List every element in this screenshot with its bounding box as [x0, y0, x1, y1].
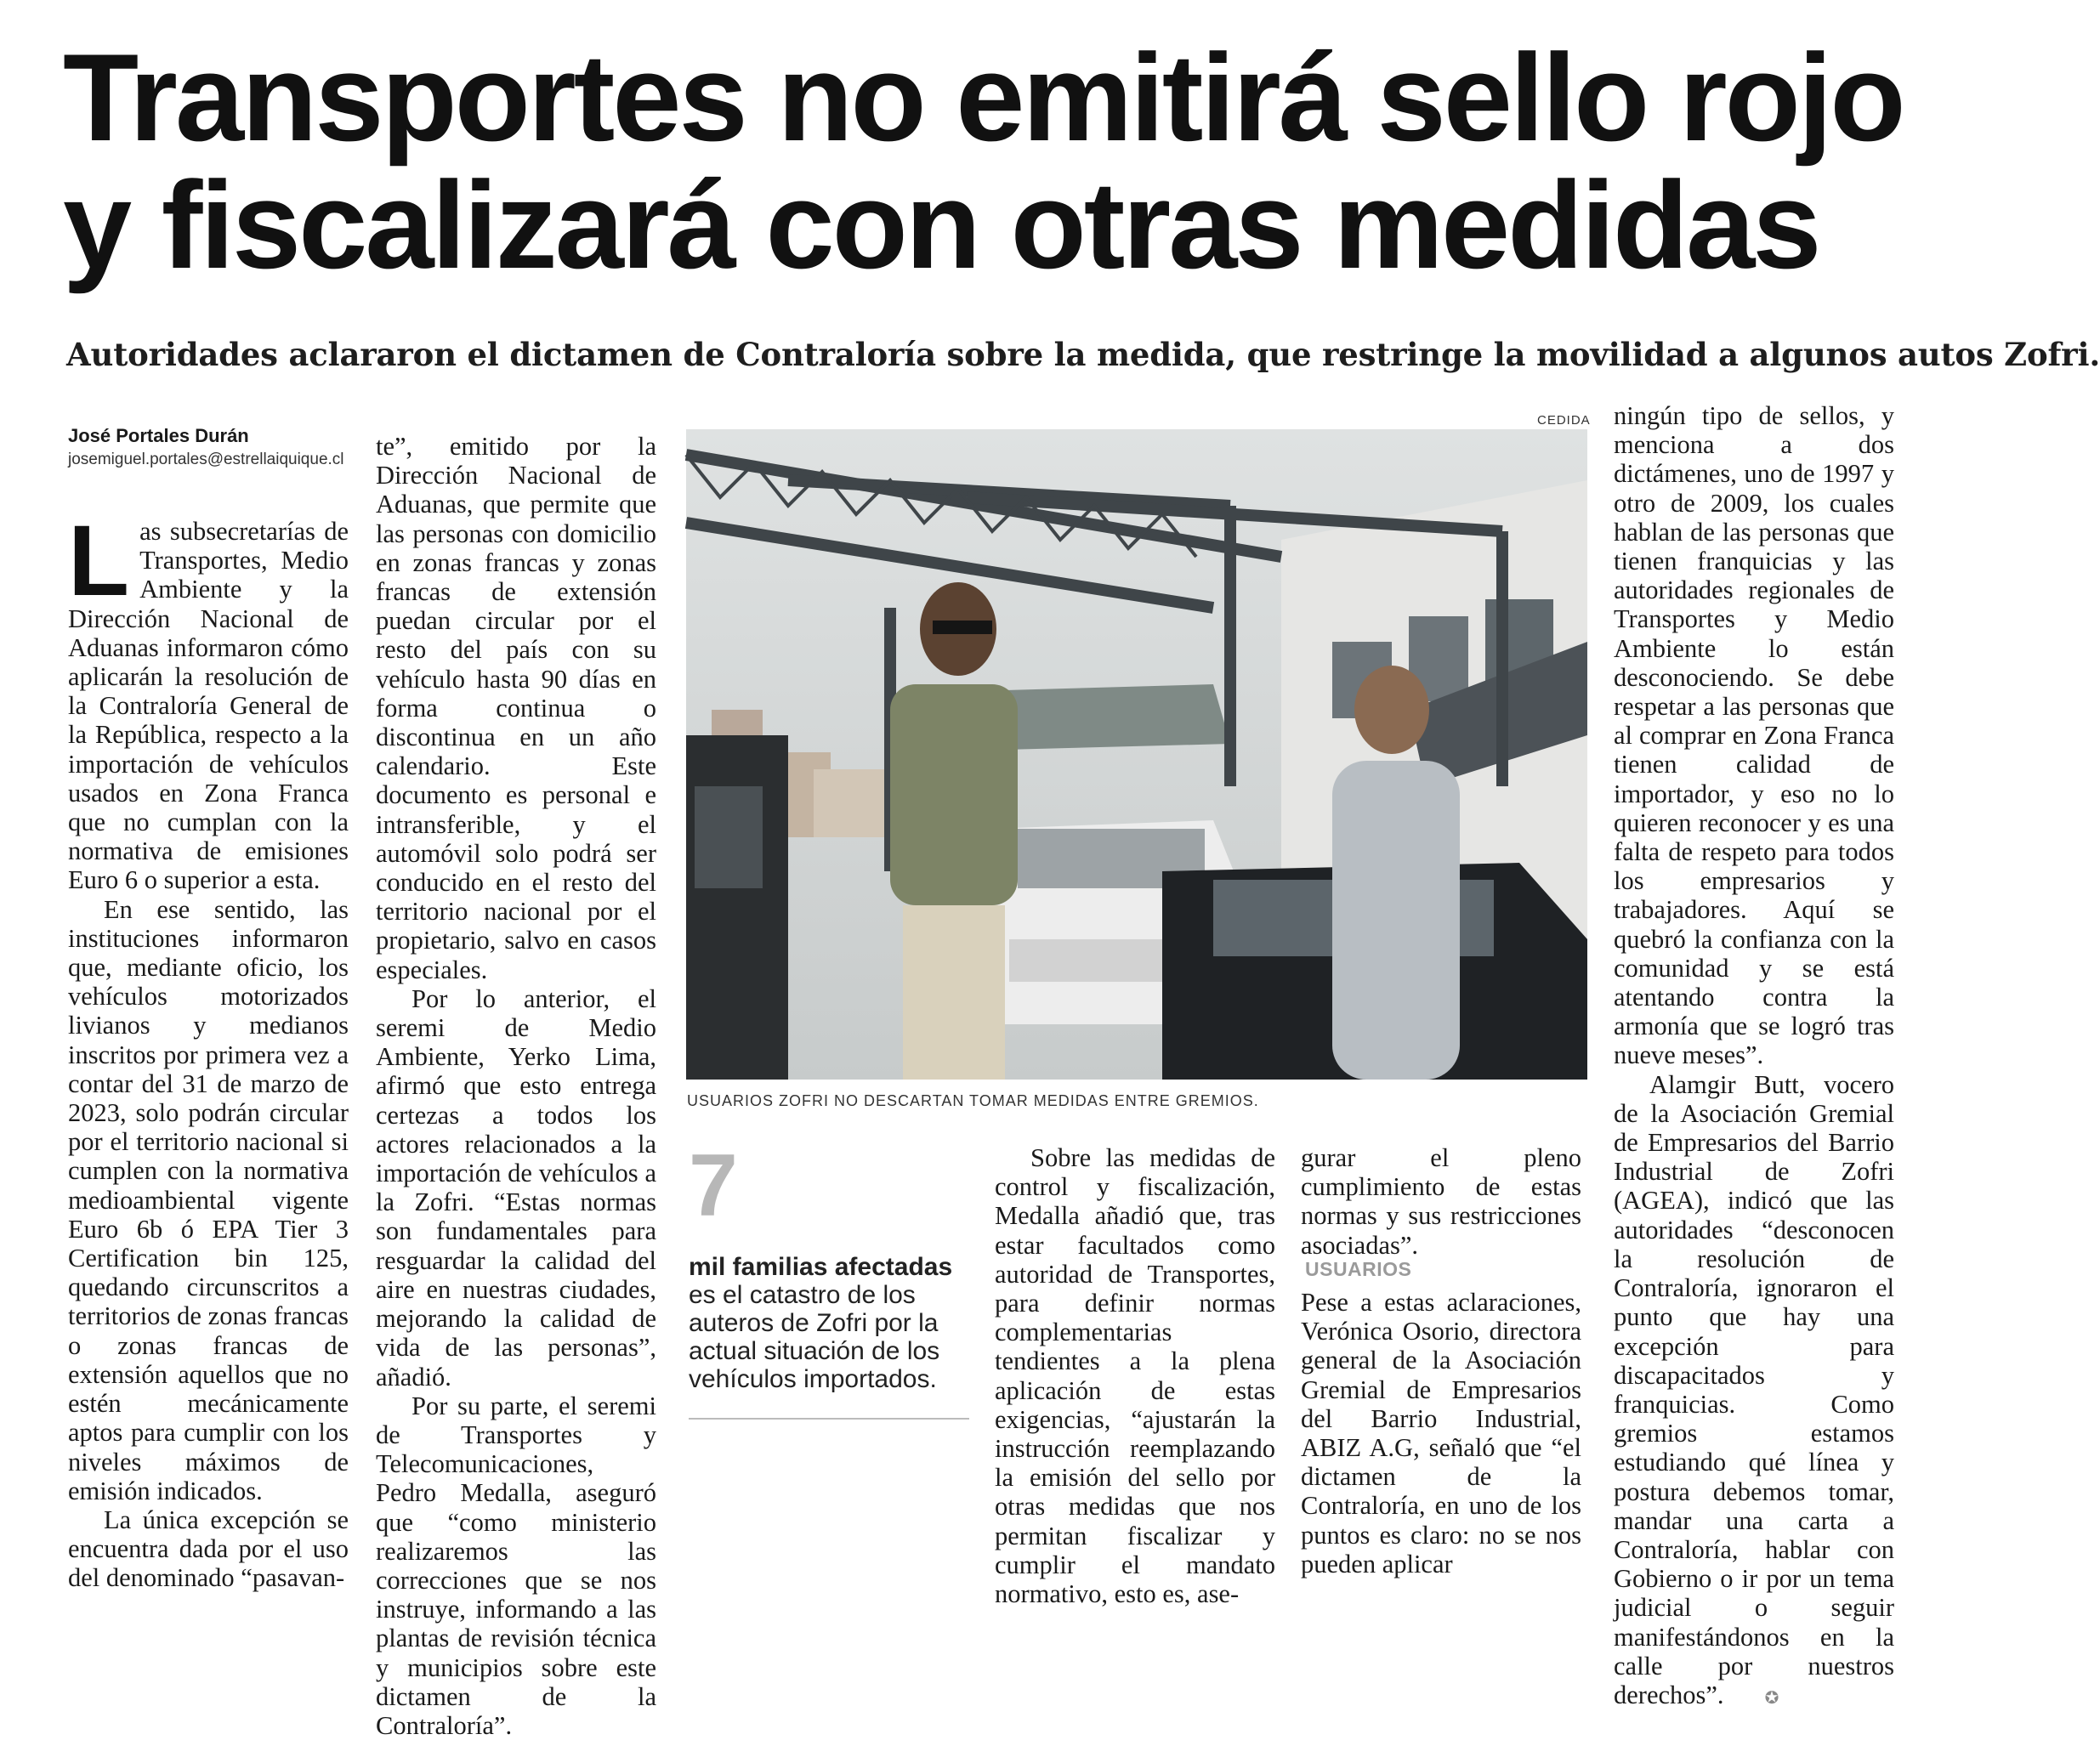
drop-cap: L: [68, 505, 130, 617]
headline-line-2: y fiscalizará con otras medidas: [63, 156, 1819, 294]
article-column-1: [68, 505, 349, 1593]
factbox-headline: mil familias afectadas: [689, 1253, 953, 1281]
author-name: José Portales Durán: [68, 425, 249, 446]
paragraph: Sobre las medidas de control y fiscalización, Medalla añadió que, tras estar facultados como autoridad de Transportes, para definir normas complementarias tendientes a la plena aplicación de estas exigencias, “ajustarán la instrucción reemplazando la emisión del sello por otras medidas que nos permitan fiscalizar y cumplir el mandato normativo, esto es, ase-: [995, 1143, 1275, 1609]
factbox-text: es el catastro de los auteros de Zofri por la actual situación de los vehículos importados.: [689, 1281, 940, 1393]
paragraph: Por lo anterior, el seremi de Medio Ambiente, Yerko Lima, afirmó que esto entrega certezas a todos los actores relacionados a la importación de vehículos a la Zofri. “Estas normas son fundamentales para resguardar la calidad del aire en nuestras ciudades, mejorando la calidad de vida de las personas”, añadió.: [376, 983, 656, 1391]
paragraph: Por su parte, el seremi de Transportes y Telecomunicaciones, Pedro Medalla, aseguró que “como ministerio realizaremos las correcciones que se nos instruye, informando a las plantas de revisión técnica y municipios sobre este dictamen de la Contraloría”.: [376, 1391, 656, 1740]
section-label: USUARIOS: [1305, 1258, 1412, 1280]
paragraph: En ese sentido, las instituciones informaron que, mediante oficio, los vehículos motorizados livianos y medianos inscritos por primera vez a contar del 31 de marzo de 2023, solo podrán circular por el territorio nacional si cumplen con la normativa medioambiental vigente Euro 6b ó EPA Tier 3 Certification bin 125, quedando circunscritos a territorios de zonas francas o zonas francas de extensión aquellos que no estén mecánicamente aptos para cumplir con los niveles máximos de emisión indicados.: [68, 894, 349, 1505]
photo-caption: USUARIOS ZOFRI NO DESCARTAN TOMAR MEDIDAS ENTRE GREMIOS.: [687, 1092, 1259, 1109]
paragraph: [1614, 1070, 1894, 1712]
car-lot-illustration: [686, 429, 1587, 1080]
paragraph: [68, 505, 349, 895]
factbox: [689, 1253, 969, 1393]
article-column-2: [376, 432, 656, 1740]
factbox-number: 7: [689, 1136, 738, 1235]
byline: [68, 425, 357, 469]
headline: [63, 28, 1916, 294]
article-column-4-continued: [1301, 1288, 1581, 1578]
article-column-3: [995, 1143, 1275, 1608]
paragraph-text: as subsecretarías de Transportes, Medio Ambiente y la Dirección Nacional de Aduanas informaron cómo aplicarán la resolución de la Contraloría General de la República, respecto a la importación de vehículos usados en Zona Franca que no cumplan con la normativa de emisiones Euro 6 o superior a esta.: [68, 517, 349, 895]
end-of-article-icon: ✪: [1764, 1686, 1779, 1708]
author-email[interactable]: josemiguel.portales@estrellaiquique.cl: [68, 451, 344, 468]
paragraph: Pese a estas aclaraciones, Verónica Osorio, directora general de la Asociación Gremial de Empresarios del Barrio Industrial, ABIZ A.G, señaló que “el dictamen de la Contraloría, en uno de los puntos es claro: no se nos pueden aplicar: [1301, 1288, 1581, 1578]
paragraph: gurar el pleno cumplimiento de estas normas y sus restricciones asociadas”.: [1301, 1143, 1581, 1260]
headline-line-1: Transportes no emitirá sello rojo: [63, 28, 1904, 167]
photo-credit: CEDIDA: [1537, 413, 1591, 428]
article-column-5: [1614, 401, 1894, 1712]
paragraph: te”, emitido por la Dirección Nacional de Aduanas, que permite que las personas con domicilio en zonas francas y zonas francas de extensión puedan circular por el resto del país con su vehículo hasta 90 días en forma continua o discontinua en un año calendario. Este documento es personal e intransferible, y el automóvil solo podrá ser conducido en el resto del territorio nacional por el propietario, salvo en casos especiales.: [376, 432, 656, 984]
subheadline: Autoridades aclararon el dictamen de Contraloría sobre la medida, que restringe la movilidad a algunos autos Zofri.: [66, 336, 2100, 373]
factbox-divider: [689, 1418, 969, 1420]
paragraph: ningún tipo de sellos, y menciona a dos dictámenes, uno de 1997 y otro de 2009, los cuales hablan de las personas que tienen franquicias y las autoridades regionales de Transportes y Medio Ambiente lo están desconociendo. Se debe respetar a las personas que al comprar en Zona Franca tienen calidad de importador, y eso no lo quieren reconocer y es una falta de respeto para todos los empresarios y trabajadores. Aquí se quebró la confianza con la comunidad y se está atentando contra la armonía que se logró tras nueve meses”.: [1614, 401, 1894, 1070]
paragraph-text: Alamgir Butt, vocero de la Asociación Gremial de Empresarios del Barrio Industrial de Zofri (AGEA), indicó que las autoridades “desconocen la resolución de Contraloría, ignoraron el punto que hay una excepción para discapacitados y franquicias. Como gremios estamos estudiando qué línea y postura debemos tomar, mandar una carta a Contraloría, hablar con Gobierno o ir por un tema judicial o seguir manifestándonos en la calle por nuestros derechos”.: [1614, 1069, 1894, 1709]
news-photo: [686, 429, 1587, 1080]
paragraph: La única excepción se encuentra dada por el uso del denominado “pasavan-: [68, 1505, 349, 1593]
article-column-4: [1301, 1143, 1581, 1260]
